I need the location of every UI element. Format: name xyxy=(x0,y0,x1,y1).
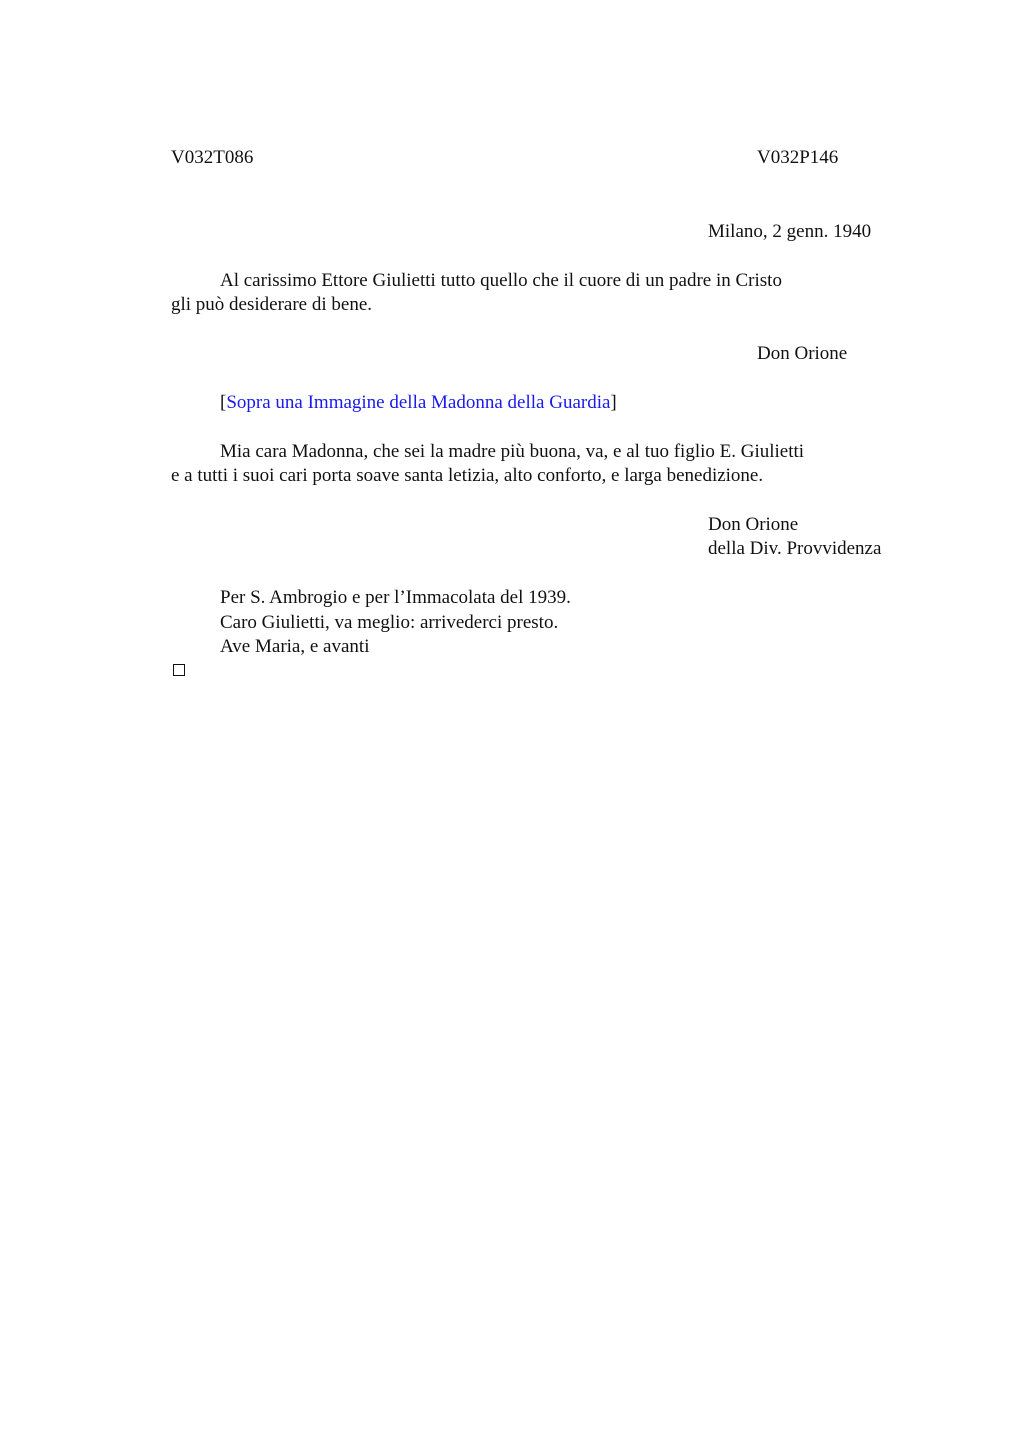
note-bracket-open: [ xyxy=(220,392,227,413)
document-code-right: V032P146 xyxy=(757,147,839,168)
place-date: Milano, 2 genn. 1940 xyxy=(708,221,872,242)
prayer-line-1: Mia cara Madonna, che sei la madre più buona, va, e al tuo figlio E. Giulietti xyxy=(220,441,805,462)
note-bracket-close: ] xyxy=(610,392,617,413)
prayer-line-2: e a tutti i suoi cari porta soave santa letizia, alto conforto, e larga benedizione. xyxy=(171,465,764,486)
note-text: Sopra una Immagine della Madonna della Guardia xyxy=(226,392,611,413)
signature-title: della Div. Provvidenza xyxy=(708,538,882,559)
signature: Don Orione xyxy=(757,343,848,364)
document-code-left: V032T086 xyxy=(171,147,254,168)
postscript-line-1: Per S. Ambrogio e per l’Immacolata del 1939. xyxy=(220,587,571,608)
signature-name: Don Orione xyxy=(708,514,799,535)
dedication-line-2: gli può desiderare di bene. xyxy=(171,294,373,315)
dedication-line-1: Al carissimo Ettore Giulietti tutto quello che il cuore di un padre in Cristo xyxy=(220,270,782,291)
empty-square-icon xyxy=(173,664,185,676)
postscript-line-2: Caro Giulietti, va meglio: arrivederci presto. xyxy=(220,612,559,633)
postscript-line-3: Ave Maria, e avanti xyxy=(220,636,370,657)
editorial-note xyxy=(220,391,617,415)
